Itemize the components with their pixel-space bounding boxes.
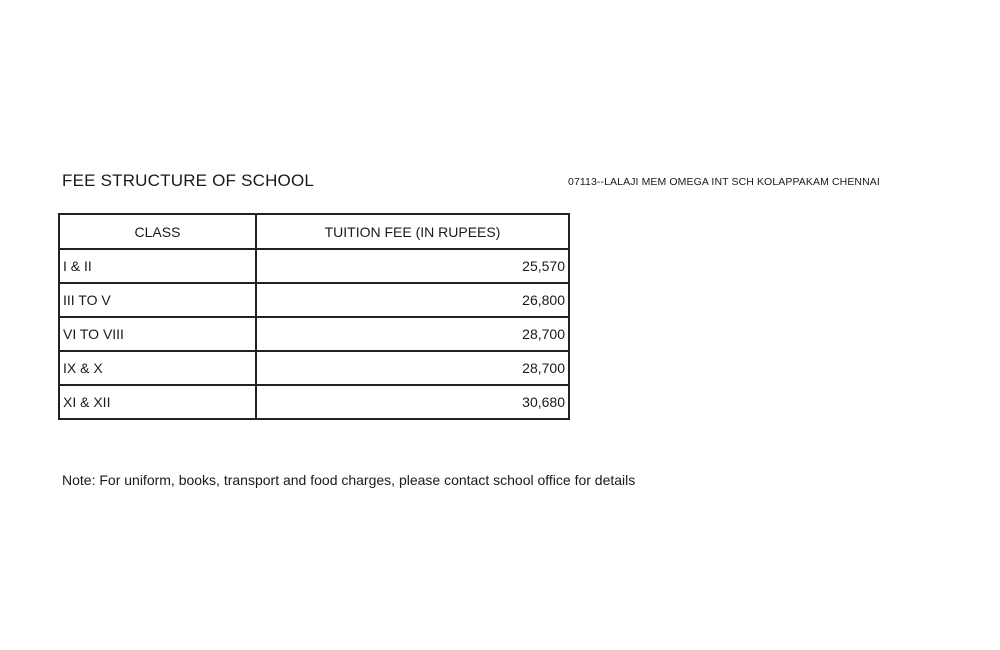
- row-class: XI & XII: [59, 385, 256, 419]
- row-class: VI TO VIII: [59, 317, 256, 351]
- header-class: CLASS: [59, 214, 256, 249]
- table-row: [59, 385, 569, 419]
- school-code: 07113--LALAJI MEM OMEGA INT SCH KOLAPPAKAM CHENNAI: [568, 176, 880, 188]
- table-row: [59, 351, 569, 385]
- fee-table: [58, 213, 570, 420]
- row-fee: 30,680: [256, 385, 569, 419]
- row-fee: 26,800: [256, 283, 569, 317]
- row-fee: 28,700: [256, 351, 569, 385]
- table-row: [59, 317, 569, 351]
- row-class: III TO V: [59, 283, 256, 317]
- table-header-row: [59, 214, 569, 249]
- table-row: [59, 283, 569, 317]
- row-class: I & II: [59, 249, 256, 283]
- header-tuition-fee: TUITION FEE (IN RUPEES): [256, 214, 569, 249]
- row-fee: 28,700: [256, 317, 569, 351]
- table-row: [59, 249, 569, 283]
- row-class: IX & X: [59, 351, 256, 385]
- row-fee: 25,570: [256, 249, 569, 283]
- document-title: FEE STRUCTURE OF SCHOOL: [62, 171, 315, 190]
- fee-note: Note: For uniform, books, transport and food charges, please contact school office for details: [62, 472, 636, 488]
